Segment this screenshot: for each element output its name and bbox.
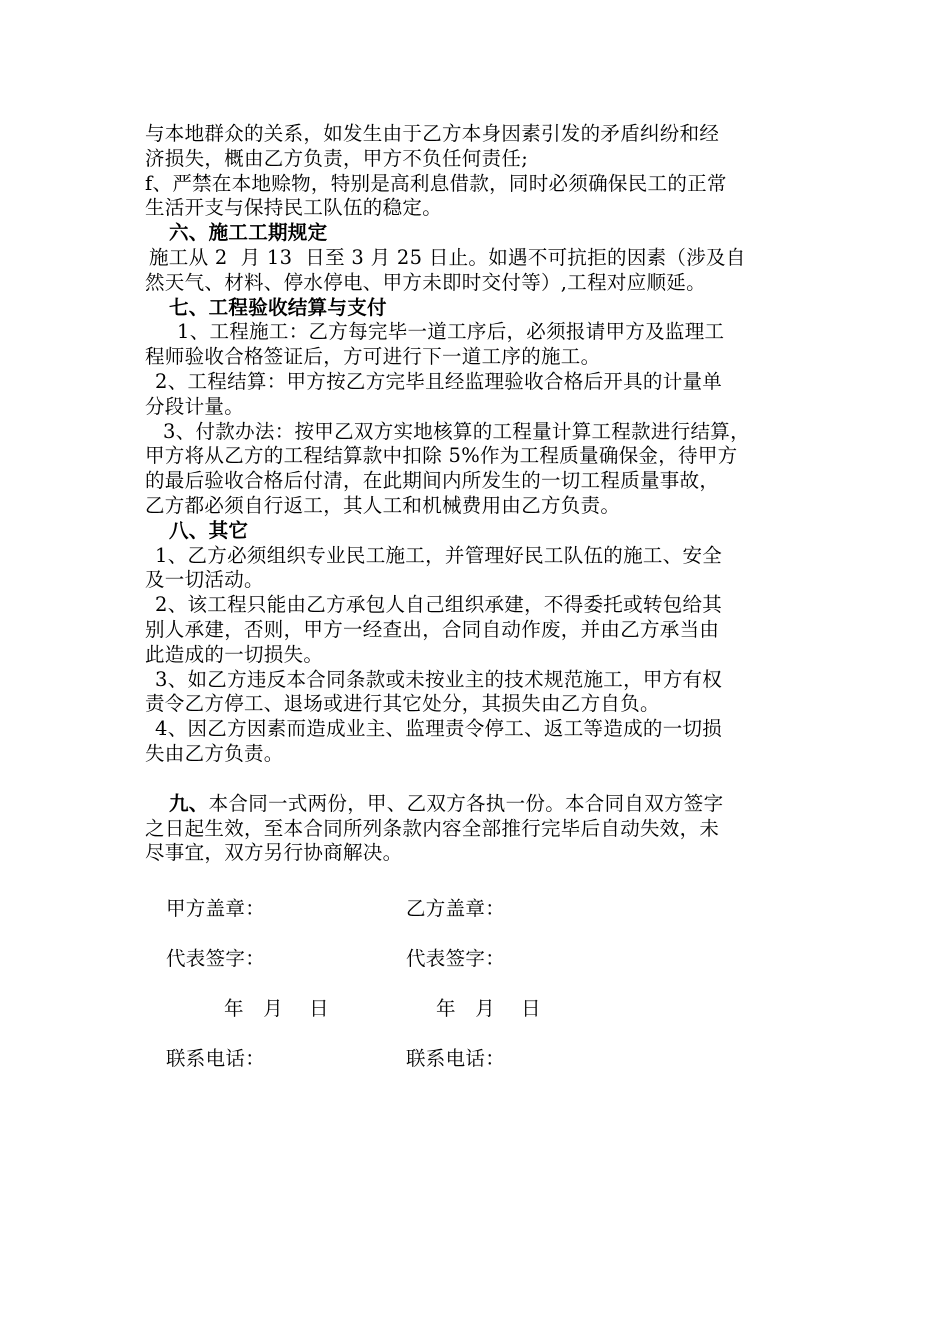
- text-line: 及一切活动。: [145, 568, 264, 592]
- clause-9-label: 九、: [169, 791, 209, 815]
- text-line: 生活开支与保持民工队伍的稳定。: [145, 196, 443, 220]
- contract-body: [145, 122, 813, 767]
- section-heading: 八、其它: [169, 518, 249, 542]
- text-line: 乙方都必须自行返工，其人工和机械费用由乙方负责。: [145, 493, 621, 517]
- spacer: [145, 767, 813, 792]
- text-line: 此造成的一切损失。: [145, 642, 324, 666]
- text-line: 与本地群众的关系，如发生由于乙方本身因素引发的矛盾纠纷和经: [145, 122, 720, 145]
- text-line: 然天气、材料、停水停电、甲方未即时交付等）,工程对应顺延。: [145, 270, 706, 294]
- clause-9-line-1: [145, 792, 813, 817]
- party-a-rep-label: 代表签字：: [166, 947, 266, 970]
- section-heading: 六、施工工期规定: [169, 221, 328, 245]
- party-b-rep-label: 代表签字：: [406, 947, 506, 970]
- party-b-seal-label: 乙方盖章：: [406, 897, 506, 920]
- clause-9-line-2: 之日起生效，至本合同所列条款内容全部推行完毕后自动失效，未: [145, 816, 720, 840]
- clause-9-text-1: 本合同一式两份，甲、乙双方各执一份。本合同自双方签字: [208, 791, 724, 815]
- text-line: 1、乙方必须组织专业民工施工，并管理好民工队伍的施工、安全: [155, 543, 723, 567]
- text-line: 责令乙方停工、退场或进行其它处分，其损失由乙方自负。: [145, 692, 660, 716]
- text-line: 程师验收合格签证后，方可进行下一道工序的施工。: [145, 345, 601, 369]
- text-line: 2、该工程只能由乙方承包人自己组织承建，不得委托或转包给其: [155, 593, 723, 617]
- party-a-seal-label: 甲方盖章：: [166, 897, 266, 920]
- party-a-date: 年 月 日: [224, 997, 329, 1020]
- text-line: 甲方将从乙方的工程结算款中扣除 5%作为工程质量确保金，待甲方: [145, 444, 738, 468]
- text-line: 济损失，概由乙方负责，甲方不负任何责任;: [145, 146, 529, 170]
- contract-page: [145, 122, 813, 866]
- text-line: 3、付款办法：按甲乙双方实地核算的工程量计算工程款进行结算，: [163, 419, 750, 443]
- party-b-date: 年 月 日: [436, 997, 541, 1020]
- text-line: 3、如乙方违反本合同条款或未按业主的技术规范施工，甲方有权: [155, 667, 723, 691]
- clause-9: [145, 792, 813, 866]
- text-line: 的最后验收合格后付清，在此期间内所发生的一切工程质量事故，: [145, 469, 720, 493]
- text-line: 别人承建，否则，甲方一经查出，合同自动作废，并由乙方承当由: [145, 617, 720, 641]
- text-line: 1、工程施工：乙方每完毕一道工序后，必须报请甲方及监理工: [177, 320, 725, 344]
- text-line: 失由乙方负责。: [145, 741, 284, 765]
- clause-9-line-3: 尽事宜，双方另行协商解决。: [145, 841, 403, 865]
- text-line: 2、工程结算：甲方按乙方完毕且经监理验收合格后开具的计量单: [155, 369, 723, 393]
- section-heading: 七、工程验收结算与支付: [169, 295, 387, 319]
- party-b-phone-label: 联系电话：: [406, 1047, 506, 1070]
- party-a-phone-label: 联系电话：: [166, 1047, 266, 1070]
- text-line: 分段计量。: [145, 394, 245, 418]
- text-line: f、严禁在本地赊物，特别是高利息借款，同时必须确保民工的正常: [145, 171, 727, 195]
- text-line: 施工从 2 月 13 日至 3 月 25 日止。如遇不可抗拒的因素（涉及自: [149, 245, 746, 269]
- text-line: 4、因乙方因素而造成业主、监理责令停工、返工等造成的一切损: [155, 717, 723, 741]
